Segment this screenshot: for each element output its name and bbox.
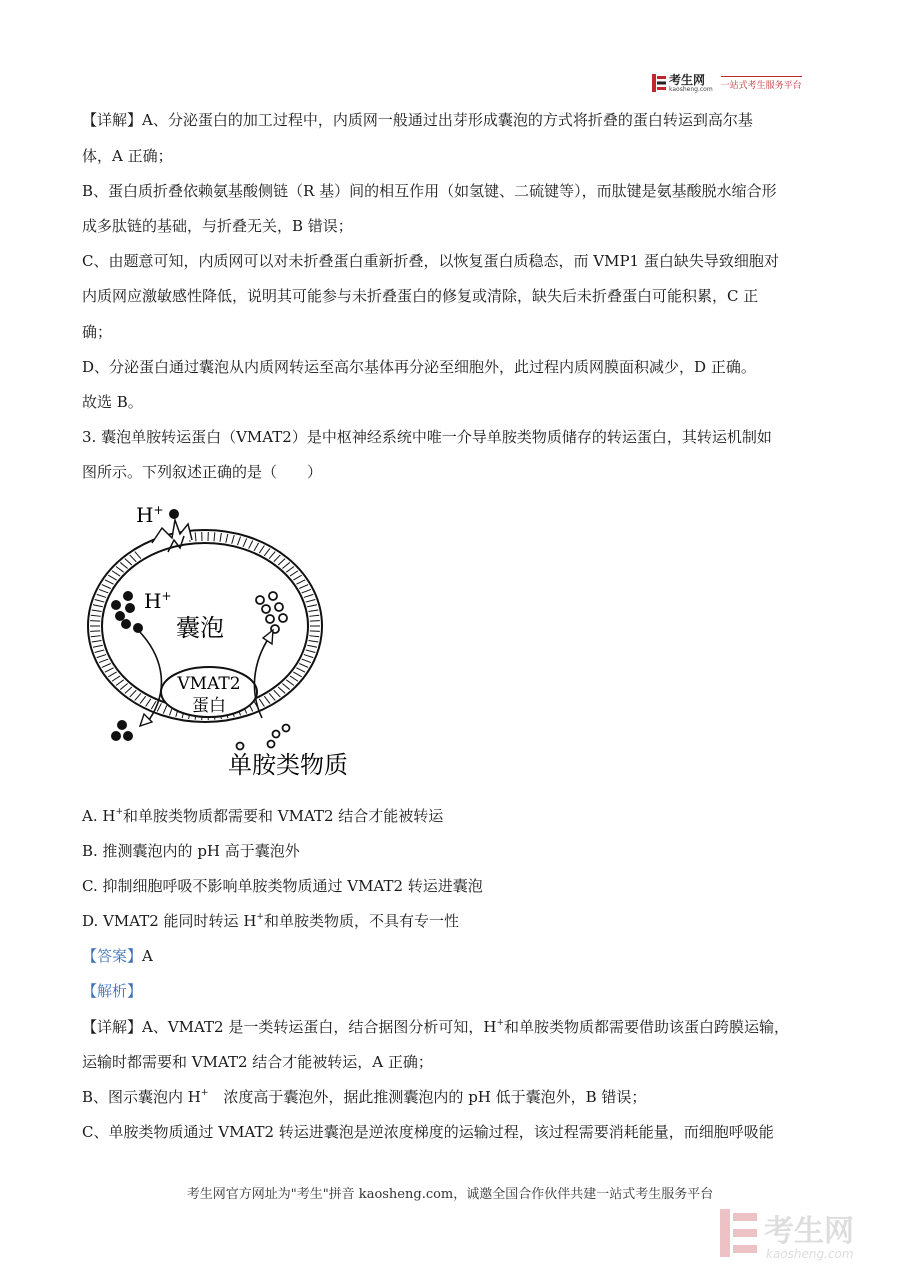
kaosheng-watermark (718, 1205, 888, 1263)
monoamine-label: 单胺类物质 (228, 751, 348, 779)
explanation-line-1: 【详解】A、VMAT2 是一类转运蛋白，结合据图分析可知，H+和单胺类物质都需要借助该蛋白跨膜运输， (82, 1018, 790, 1036)
logo-slogan: 一站式考生服务平台 (721, 76, 802, 91)
answer-line (82, 946, 153, 966)
logo-url: kaosheng.com (669, 85, 713, 93)
detail-line-5: C、由题意可知，内质网可以对未折叠蛋白重新折叠，以恢复蛋白质稳态，而 VMP1 蛋白缺失导致细胞对 (82, 252, 779, 270)
logo-title: 考生网 (669, 72, 706, 87)
detail-tag: 【详解】 (82, 111, 143, 129)
h-plus-outside-label: H+ (136, 503, 164, 527)
answer-tag: 【答案】 (82, 947, 143, 965)
question-3-stem-1: 3. 囊泡单胺转运蛋白（VMAT2）是中枢神经系统中唯一介导单胺类物质储存的转运蛋白，其转运机制如 (82, 428, 772, 446)
h-plus-inside-label: H+ (144, 589, 172, 613)
detail-line-3: B、蛋白质折叠依赖氨基酸侧链（R 基）间的相互作用（如氢键、二硫键等），而肽键是氨基酸脱水缩合形 (82, 182, 777, 200)
option-c: C. 抑制细胞呼吸不影响单胺类物质通过 VMAT2 转运进囊泡 (82, 877, 483, 895)
option-b: B. 推测囊泡内的 pH 高于囊泡外 (82, 842, 300, 860)
h-plus-inside-particles (111, 591, 143, 633)
vmat2-diagram (80, 498, 380, 798)
watermark-title: 考生网 (764, 1214, 854, 1249)
answer-value: A (142, 947, 153, 965)
fusion-pore (152, 520, 192, 543)
monoamine-inside-particles (256, 592, 287, 633)
explanation-line-4: C、单胺类物质通过 VMAT2 转运进囊泡是逆浓度梯度的运输过程，该过程需要消耗能量，而细胞呼吸能 (82, 1123, 774, 1141)
detail-line-6: 内质网应激敏感性降低，说明其可能参与未折叠蛋白的修复或清除，缺失后未折叠蛋白可能积累，C 正 (82, 287, 759, 305)
explanation-line-2: 运输时都需要和 VMAT2 结合才能被转运，A 正确； (82, 1053, 433, 1071)
detail-line-7: 确； (82, 323, 113, 341)
monoamine-outside-particles (237, 725, 290, 750)
explanation-line-3: B、图示囊泡内 H+ 浓度高于囊泡外，据此推测囊泡内的 pH 低于囊泡外，B 错误； (82, 1088, 647, 1106)
h-plus-particle (169, 509, 179, 519)
question-3-stem-2: 图所示。下列叙述正确的是（ ） (82, 463, 323, 481)
vesicle-label: 囊泡 (176, 614, 224, 642)
detail-line-8: D、分泌蛋白通过囊泡从内质网转运至高尔基体再分泌至细胞外，此过程内质网膜面积减少，D 正确。 (82, 358, 756, 376)
option-d: D. VMAT2 能同时转运 H+和单胺类物质，不具有专一性 (82, 912, 459, 930)
monoamine-influx-arrow (254, 636, 270, 718)
detail-line-4: 成多肽链的基础，与折叠无关，B 错误； (82, 217, 353, 235)
page-footer: 考生网官方网址为"考生"拼音 kaosheng.com，诚邀全国合作伙伴共建一站式考生服务平台 (186, 1187, 714, 1202)
option-a: A. H+和单胺类物质都需要和 VMAT2 结合才能被转运 (82, 807, 444, 825)
analysis-tag: 【解析】 (82, 982, 143, 1000)
detail-line-2: 体，A 正确； (82, 147, 173, 165)
h-plus-released-particles (111, 720, 133, 741)
conclusion-line: 故选 B。 (82, 393, 143, 411)
watermark-url: kaosheng.com (766, 1247, 854, 1261)
detail-line-1: 【详解】A、分泌蛋白的加工过程中，内质网一般通过出芽形成囊泡的方式将折叠的蛋白转运到高尔基 (82, 111, 753, 129)
header-logo (652, 72, 802, 94)
vmat2-label-line2: 蛋白 (192, 696, 226, 716)
kaosheng-logo-icon (652, 74, 666, 92)
vmat2-label-line1: VMAT2 (177, 674, 241, 694)
